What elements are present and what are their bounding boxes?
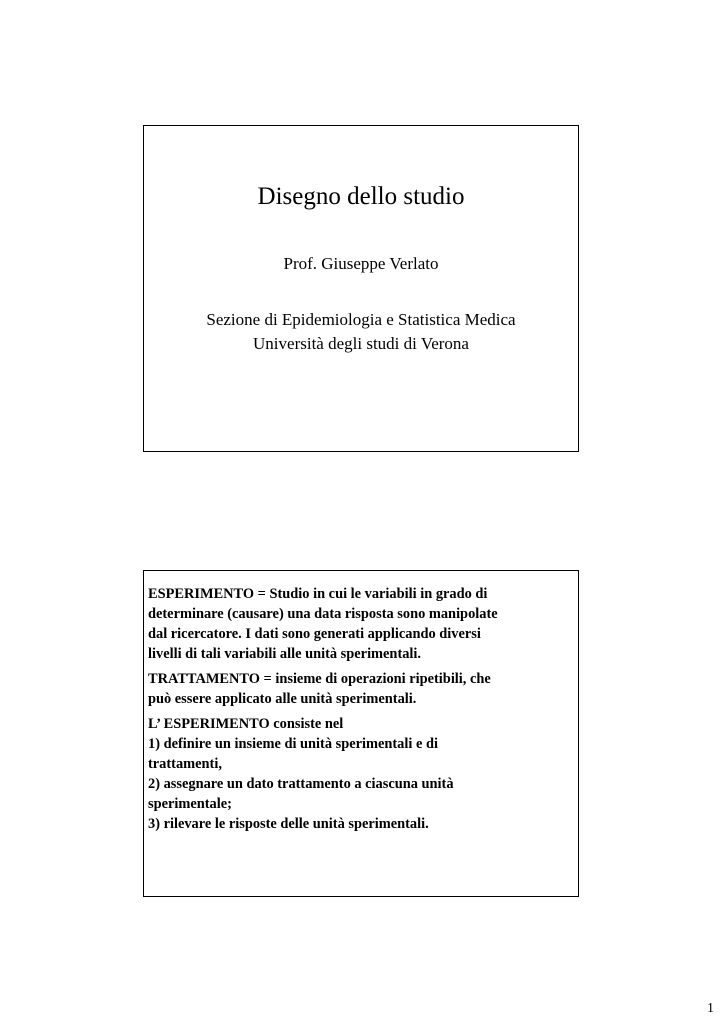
text-line: dal ricercatore. I dati sono generati applicando diversi [148,626,481,642]
text-line: può essere applicato alle unità sperimentali. [148,691,417,707]
affiliation [144,308,578,356]
slide-title: Disegno dello studio [257,183,465,210]
text-line: 3) rilevare le risposte delle unità sperimentali. [148,816,429,832]
text-line: trattamenti, [148,756,222,772]
author-name: Prof. Giuseppe Verlato [283,254,439,273]
text-line: 2) assegnare un dato trattamento a ciascuna unità [148,776,454,792]
text-line: 1) definire un insieme di unità sperimentali e di [148,736,438,752]
text-line: L’ ESPERIMENTO consiste nel [148,716,344,732]
page-number: 1 [707,1001,714,1016]
text-line: ESPERIMENTO = Studio in cui le variabili in grado di [148,586,488,602]
experiment-steps [148,714,574,834]
text-line: TRATTAMENTO = insieme di operazioni ripetibili, che [148,671,491,687]
definition-trattamento [148,669,574,709]
definitions-text [148,584,574,834]
text-line: sperimentale; [148,796,232,812]
slide-title-frame [143,125,579,452]
slide-definitions-frame [143,570,579,897]
affiliation-line-2: Università degli studi di Verona [253,334,469,353]
text-line: livelli di tali variabili alle unità sperimentali. [148,646,422,662]
text-line: determinare (causare) una data risposta sono manipolate [148,606,498,622]
affiliation-line-1: Sezione di Epidemiologia e Statistica Medica [206,310,516,329]
definition-esperimento [148,584,574,664]
